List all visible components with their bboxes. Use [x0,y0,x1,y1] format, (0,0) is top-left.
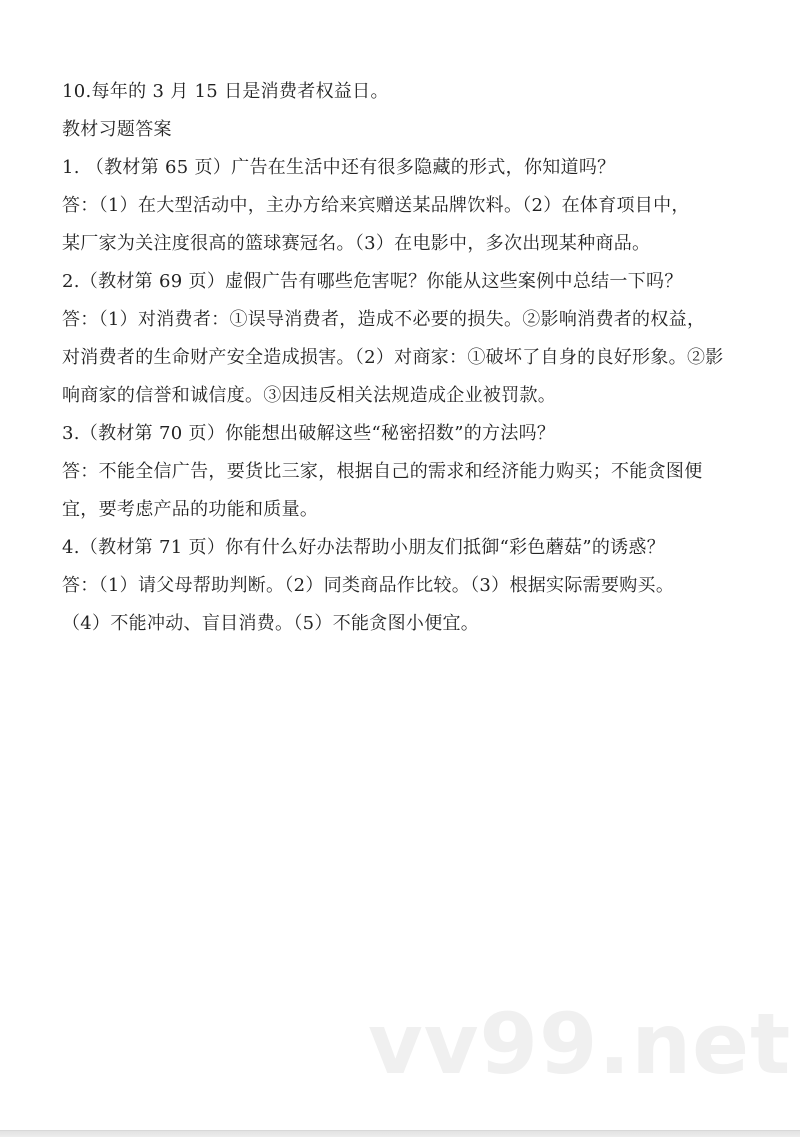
question-3: 3.（教材第 70 页）你能想出破解这些“秘密招数”的方法吗？ [62,423,556,444]
answer-2-line-2: 对消费者的生命财产安全造成损害。（2）对商家：①破坏了自身的良好形象。②影 [62,347,724,368]
answer-1-line-2: 某厂家为关注度很高的篮球赛冠名。（3）在电影中，多次出现某种商品。 [62,233,651,254]
answer-1-line-1: 答：（1）在大型活动中，主办方给来宾赠送某品牌饮料。（2）在体育项目中， [62,195,690,216]
answer-3-line-1: 答：不能全信广告，要货比三家，根据自己的需求和经济能力购买；不能贪图便 [62,461,703,482]
answer-2-line-3: 响商家的信誉和诚信度。③因违反相关法规造成企业被罚款。 [62,385,557,406]
answer-2-line-1: 答：（1）对消费者：①误导消费者，造成不必要的损失。②影响消费者的权益， [62,309,706,330]
document-body [62,73,742,643]
answer-4-line-1: 答：（1）请父母帮助判断。（2）同类商品作比较。（3）根据实际需要购买。 [62,575,675,596]
answer-3-line-2: 宜，要考虑产品的功能和质量。 [62,499,319,520]
question-2: 2.（教材第 69 页）虚假广告有哪些危害呢？你能从这些案例中总结一下吗？ [62,271,683,292]
item-10-statement: 10.每年的 3 月 15 日是消费者权益日。 [62,81,389,102]
watermark: vv99.net [368,995,792,1093]
question-4: 4.（教材第 71 页）你有什么好办法帮助小朋友们抵御“彩色蘑菇”的诱惑？ [62,537,666,558]
answer-4-line-2: （4）不能冲动、盲目消费。（5）不能贪图小便宜。 [62,613,480,634]
section-heading-textbook-answers: 教材习题答案 [62,119,172,140]
page-bottom-edge [0,1130,800,1137]
question-1: 1. （教材第 65 页）广告在生活中还有很多隐藏的形式，你知道吗？ [62,157,616,178]
